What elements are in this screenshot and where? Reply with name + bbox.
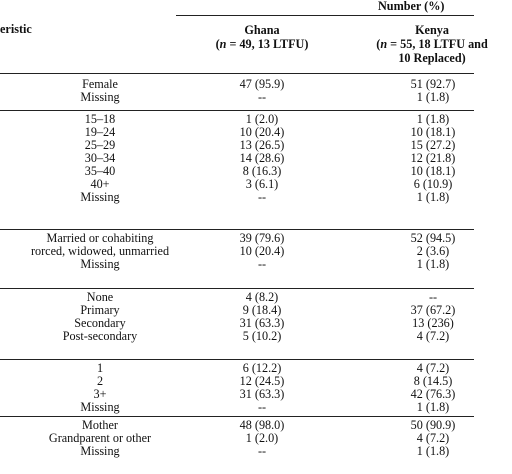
kenya-value: 1 (1.8) bbox=[416, 256, 450, 271]
row-label: 15–18 bbox=[84, 112, 116, 126]
row-label: Female bbox=[82, 77, 118, 91]
ghana-value: -- bbox=[257, 443, 267, 458]
table-row bbox=[0, 388, 474, 402]
row-label: Missing bbox=[80, 189, 120, 204]
group-separator bbox=[0, 359, 474, 360]
kenya-value: 8 (14.5) bbox=[413, 373, 453, 388]
kenya-value: -- bbox=[428, 290, 438, 304]
row-label: Missing bbox=[80, 399, 120, 414]
table-row bbox=[0, 401, 474, 415]
row-label: 3+ bbox=[93, 386, 107, 401]
ghana-value: -- bbox=[257, 189, 267, 204]
kenya-value: 1 (1.8) bbox=[416, 443, 450, 458]
ghana-value: 6 (12.2) bbox=[242, 361, 282, 375]
row-label: None bbox=[86, 290, 114, 304]
row-label: 2 bbox=[96, 373, 104, 388]
table-row bbox=[0, 432, 474, 446]
row-label: 30–34 bbox=[84, 150, 116, 165]
header-top-rule bbox=[176, 15, 474, 16]
row-label: Post-secondary bbox=[62, 328, 138, 343]
table-row bbox=[0, 178, 474, 192]
kenya-value: 4 (7.2) bbox=[416, 361, 450, 375]
ghana-value: 47 (95.9) bbox=[239, 77, 285, 91]
ghana-value: 5 (10.2) bbox=[242, 328, 282, 343]
ghana-value: 12 (24.5) bbox=[239, 373, 285, 388]
ghana-value: 48 (98.0) bbox=[239, 418, 285, 432]
header-bottom-rule bbox=[0, 73, 474, 74]
row-label: rorced, widowed, unmarried bbox=[30, 243, 170, 258]
number-percent-header: Number (%) bbox=[378, 0, 445, 13]
ghana-value: 10 (20.4) bbox=[239, 243, 285, 258]
row-label: Married or cohabiting bbox=[46, 231, 154, 245]
group-separator bbox=[0, 229, 474, 230]
row-label: 25–29 bbox=[84, 137, 116, 152]
row-label: 40+ bbox=[90, 176, 110, 191]
ghana-value: 31 (63.3) bbox=[239, 315, 285, 330]
kenya-value: 13 (236) bbox=[412, 315, 454, 330]
kenya-column-header bbox=[352, 23, 512, 65]
row-label: Missing bbox=[80, 89, 120, 104]
ghana-value: 10 (20.4) bbox=[239, 124, 285, 139]
kenya-value: 50 (90.9) bbox=[410, 418, 456, 432]
ghana-value: 13 (26.5) bbox=[239, 137, 285, 152]
kenya-value: 52 (94.5) bbox=[410, 231, 456, 245]
row-label: Missing bbox=[80, 256, 120, 271]
kenya-value: 37 (67.2) bbox=[410, 302, 456, 317]
group-separator bbox=[0, 110, 474, 111]
table-row bbox=[0, 291, 474, 305]
row-label: Missing bbox=[80, 443, 120, 458]
ghana-value: 1 (2.0) bbox=[245, 112, 279, 126]
kenya-value: 1 (1.8) bbox=[416, 112, 450, 126]
ghana-value: 4 (8.2) bbox=[245, 290, 279, 304]
kenya-name: Kenya bbox=[415, 23, 449, 37]
table-row bbox=[0, 330, 474, 344]
row-label: Grandparent or other bbox=[48, 430, 152, 445]
kenya-value: 2 (3.6) bbox=[416, 243, 450, 258]
table-row bbox=[0, 362, 474, 376]
kenya-n-line: (n = 55, 18 LTFU and bbox=[376, 37, 488, 51]
kenya-value: 10 (18.1) bbox=[410, 163, 456, 178]
row-label: 19–24 bbox=[84, 124, 116, 139]
kenya-value: 10 (18.1) bbox=[410, 124, 456, 139]
table-row bbox=[0, 113, 474, 127]
ghana-value: 39 (79.6) bbox=[239, 231, 285, 245]
kenya-value: 1 (1.8) bbox=[416, 89, 450, 104]
group-separator bbox=[0, 288, 474, 289]
ghana-value: 9 (18.4) bbox=[242, 302, 282, 317]
kenya-value: 1 (1.8) bbox=[416, 399, 450, 414]
group-separator bbox=[0, 416, 474, 417]
table-row bbox=[0, 258, 474, 272]
table-row bbox=[0, 245, 474, 259]
ghana-value: -- bbox=[257, 256, 267, 271]
row-label: 35–40 bbox=[84, 163, 116, 178]
ghana-name: Ghana bbox=[244, 23, 280, 37]
kenya-value: 51 (92.7) bbox=[410, 77, 456, 91]
characteristic-header: eristic bbox=[0, 22, 32, 36]
ghana-column-header bbox=[186, 23, 338, 51]
kenya-value: 4 (7.2) bbox=[416, 430, 450, 445]
row-label: 1 bbox=[96, 361, 104, 375]
ghana-value: 31 (63.3) bbox=[239, 386, 285, 401]
ghana-n-line: (n = 49, 13 LTFU) bbox=[215, 37, 309, 51]
table-row bbox=[0, 126, 474, 140]
table-row bbox=[0, 91, 474, 105]
ghana-value: 8 (16.3) bbox=[242, 163, 282, 178]
row-label: Primary bbox=[80, 302, 120, 317]
ghana-value: 3 (6.1) bbox=[245, 176, 279, 191]
table-row bbox=[0, 191, 474, 205]
table-row bbox=[0, 139, 474, 153]
kenya-value: 12 (21.8) bbox=[410, 150, 456, 165]
table-row bbox=[0, 445, 474, 459]
ghana-value: 1 (2.0) bbox=[245, 430, 279, 445]
row-label: Secondary bbox=[74, 315, 126, 330]
kenya-value: 4 (7.2) bbox=[416, 328, 450, 343]
table-row bbox=[0, 165, 474, 179]
kenya-value: 15 (27.2) bbox=[410, 137, 456, 152]
kenya-replaced-line: 10 Replaced) bbox=[398, 51, 466, 65]
kenya-value: 42 (76.3) bbox=[410, 386, 456, 401]
table-row bbox=[0, 304, 474, 318]
table-row bbox=[0, 78, 474, 92]
ghana-value: -- bbox=[257, 399, 267, 414]
ghana-value: -- bbox=[257, 89, 267, 104]
row-label: Mother bbox=[82, 418, 118, 432]
ghana-value: 14 (28.6) bbox=[239, 150, 285, 165]
kenya-value: 1 (1.8) bbox=[416, 189, 450, 204]
kenya-value: 6 (10.9) bbox=[413, 176, 453, 191]
table-row bbox=[0, 152, 474, 166]
table-row bbox=[0, 375, 474, 389]
